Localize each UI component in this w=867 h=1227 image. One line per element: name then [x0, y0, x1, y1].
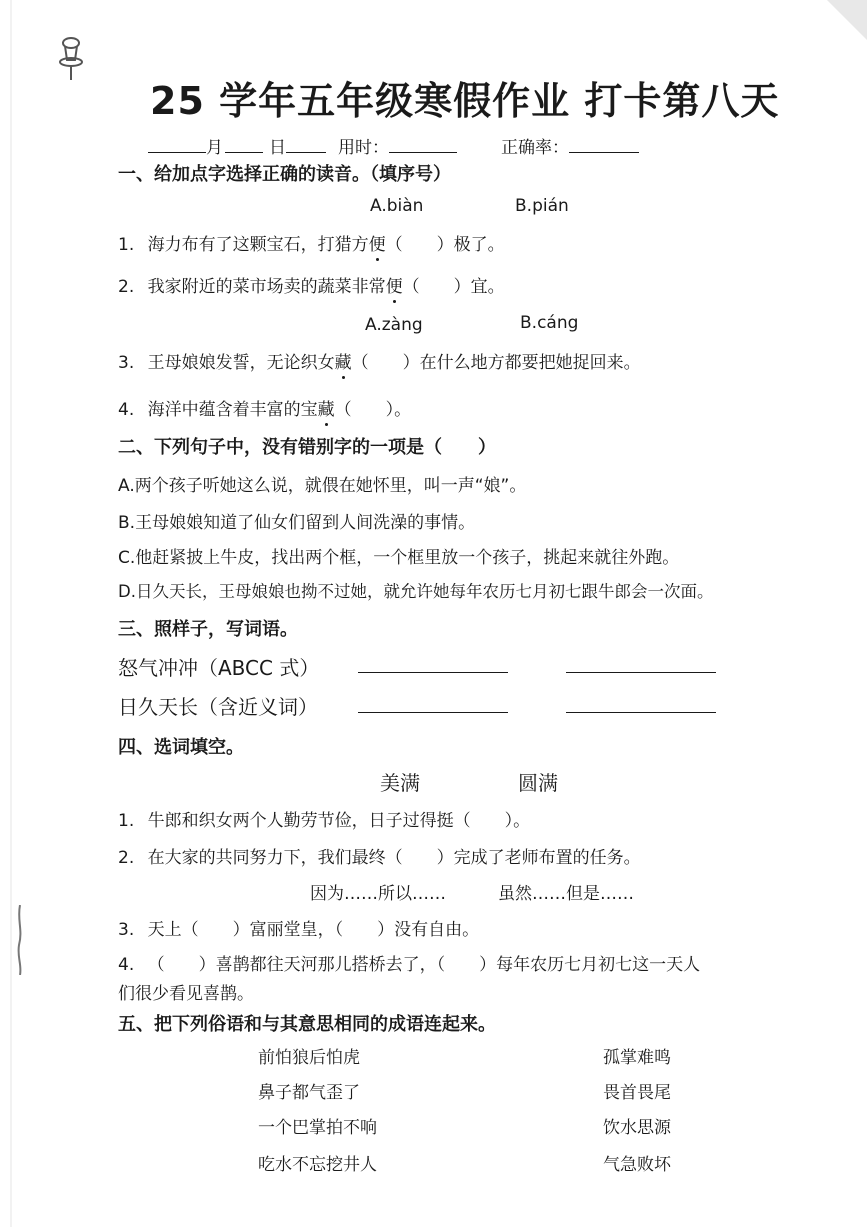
- s1-question-1: [118, 230, 505, 255]
- s4-question-4-cont: 们很少看见喜鹊。: [118, 984, 254, 1004]
- s2-option-d: D.日久天长，王母娘娘也拗不过她，就允许她每年农历七月初七跟牛郎会一次面。: [118, 582, 714, 601]
- option-b-cang: B.cáng: [520, 313, 579, 333]
- idiom-item[interactable]: 孤掌难鸣: [603, 1048, 671, 1068]
- accuracy-label: 正确率：: [501, 138, 569, 158]
- section3-heading: 三、照样子，写词语。: [118, 619, 298, 640]
- page-title: 25 学年五年级寒假作业 打卡第八天: [150, 79, 780, 123]
- s3-row-1-label: 怒气冲冲（ABCC 式）: [118, 656, 320, 680]
- s3-row-1-blank-2[interactable]: [566, 671, 716, 673]
- pushpin-icon: [58, 36, 84, 82]
- s3-row-2-blank-1[interactable]: [358, 711, 508, 713]
- section1-heading: 一、给加点字选择正确的读音。（填序号）: [118, 164, 451, 185]
- s4-question-2: [118, 843, 641, 868]
- word-option-meiman: 美满: [380, 771, 420, 795]
- s2-option-c: C.他赶紧披上牛皮，找出两个框，一个框里放一个孩子，挑起来就往外跑。: [118, 548, 680, 568]
- s4-question-1: [118, 806, 530, 831]
- idiom-item[interactable]: 饮水思源: [603, 1118, 671, 1138]
- conjunction-option-1: 因为……所以……: [310, 884, 446, 904]
- idiom-item[interactable]: 畏首畏尾: [603, 1083, 671, 1103]
- s1-question-2: [118, 272, 505, 297]
- s3-row-2-blank-2[interactable]: [566, 711, 716, 713]
- idiom-item[interactable]: 气急败坏: [603, 1155, 671, 1175]
- s3-row-1-blank-1[interactable]: [358, 671, 508, 673]
- proverb-item[interactable]: 前怕狼后怕虎: [258, 1048, 360, 1068]
- dotted-char: 藏: [317, 400, 335, 420]
- question-number: 4.: [118, 955, 135, 975]
- answer-blank[interactable]: （ ）宜。: [402, 277, 505, 297]
- s1-question-3: [118, 348, 641, 373]
- section2-heading: 二、下列句子中，没有错别字的一项是（ ）: [118, 437, 496, 458]
- s4-question-3: [118, 915, 479, 940]
- question-number: 3.: [118, 920, 135, 940]
- question-number: 4.: [118, 400, 135, 420]
- dotted-char: 藏: [334, 353, 352, 373]
- question-number: 2.: [118, 277, 135, 297]
- question-text: 海力布有了这颗宝石，打猎方: [147, 235, 369, 255]
- page-edge-shadow: [10, 0, 12, 1227]
- s4-question-4: [118, 950, 700, 975]
- s2-option-a: A.两个孩子听她这么说，就偎在她怀里，叫一声“娘”。: [118, 476, 527, 496]
- question-text[interactable]: 天上（ ）富丽堂皇，（ ）没有自由。: [147, 920, 480, 940]
- time-label: 用时：: [338, 138, 389, 158]
- answer-blank[interactable]: （ ）极了。: [385, 235, 505, 255]
- header-fields: [148, 133, 639, 158]
- option-b-pian: B.pián: [515, 196, 569, 216]
- accuracy-blank[interactable]: [569, 138, 639, 153]
- s1-question-4: [118, 395, 411, 420]
- corner-fold: [827, 0, 867, 40]
- answer-blank[interactable]: （ ）。: [334, 400, 412, 420]
- question-text[interactable]: 牛郎和织女两个人勤劳节俭，日子过得挺（ ）。: [147, 811, 531, 831]
- option-a-zang: A.zàng: [365, 315, 423, 335]
- answer-blank[interactable]: （ ）在什么地方都要把她捉回来。: [351, 353, 641, 373]
- conjunction-option-2: 虽然……但是……: [498, 884, 634, 904]
- paper-smudge: [16, 905, 24, 975]
- question-number: 1.: [118, 235, 135, 255]
- time-blank[interactable]: [389, 138, 457, 153]
- question-text[interactable]: 在大家的共同努力下，我们最终（ ）完成了老师布置的任务。: [147, 848, 641, 868]
- word-option-yuanman: 圆满: [518, 771, 558, 795]
- question-number: 2.: [118, 848, 135, 868]
- question-text: 海洋中蕴含着丰富的宝: [147, 400, 318, 420]
- option-a-bian: A.biàn: [370, 196, 424, 216]
- proverb-item[interactable]: 一个巴掌拍不响: [258, 1118, 377, 1138]
- question-text[interactable]: （ ）喜鹊都往天河那儿搭桥去了，（ ）每年农历七月初七这一天人: [147, 955, 701, 975]
- month-label: 月: [206, 138, 223, 158]
- question-text: 我家附近的菜市场卖的蔬菜非常: [147, 277, 386, 297]
- day-blank[interactable]: [225, 138, 263, 153]
- question-text: 王母娘娘发誓，无论织女: [147, 353, 335, 373]
- dotted-char: 便: [368, 235, 386, 255]
- day-label: 日: [269, 138, 286, 158]
- proverb-item[interactable]: 鼻子都气歪了: [258, 1083, 360, 1103]
- dotted-char: 便: [385, 277, 403, 297]
- question-number: 3.: [118, 353, 135, 373]
- question-number: 1.: [118, 811, 135, 831]
- s2-option-b: B.王母娘娘知道了仙女们留到人间洗澡的事情。: [118, 513, 476, 533]
- proverb-item[interactable]: 吃水不忘挖井人: [258, 1155, 377, 1175]
- section5-heading: 五、把下列俗语和与其意思相同的成语连起来。: [118, 1014, 496, 1035]
- day-value-blank[interactable]: [286, 138, 326, 153]
- section4-heading: 四、选词填空。: [118, 737, 244, 758]
- s3-row-2-label: 日久天长（含近义词）: [118, 695, 318, 719]
- month-blank[interactable]: [148, 138, 206, 153]
